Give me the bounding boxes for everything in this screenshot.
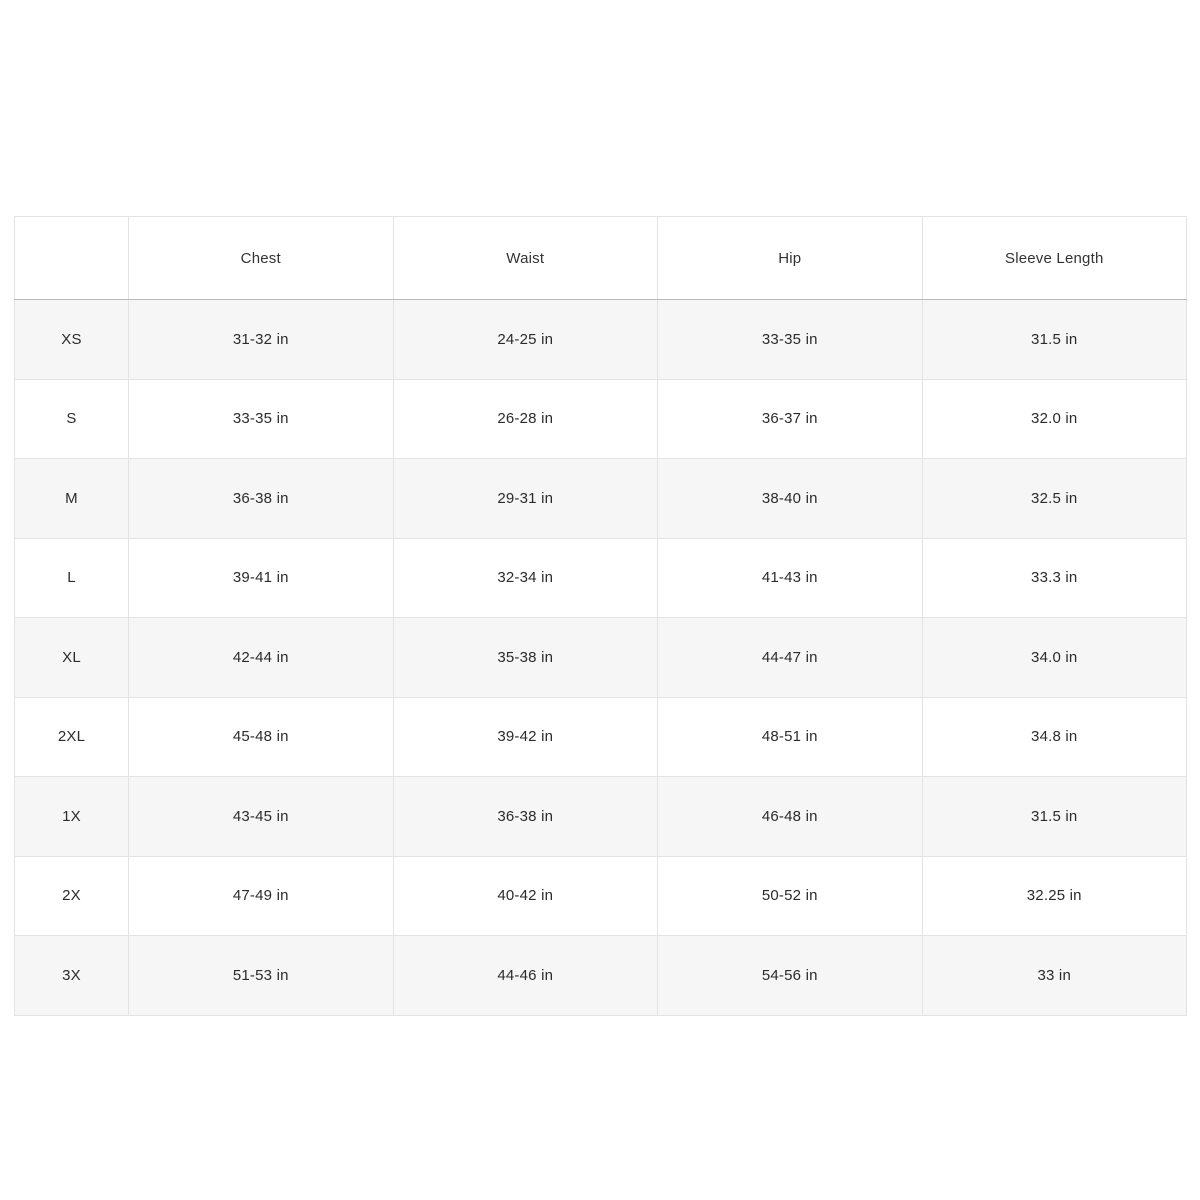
cell-sleeve-length: 32.0 in	[922, 379, 1187, 459]
table-header	[15, 217, 1187, 300]
row-size-label: 3X	[15, 936, 129, 1016]
column-header-hip: Hip	[658, 217, 923, 300]
cell-chest: 42-44 in	[129, 618, 394, 698]
cell-waist: 44-46 in	[393, 936, 658, 1016]
row-size-label: XL	[15, 618, 129, 698]
table-row	[15, 856, 1187, 936]
cell-sleeve-length: 32.25 in	[922, 856, 1187, 936]
cell-hip: 36-37 in	[658, 379, 923, 459]
cell-hip: 54-56 in	[658, 936, 923, 1016]
cell-sleeve-length: 33.3 in	[922, 538, 1187, 618]
row-size-label: 2X	[15, 856, 129, 936]
size-chart-container	[14, 216, 1186, 1016]
cell-hip: 50-52 in	[658, 856, 923, 936]
row-size-label: L	[15, 538, 129, 618]
cell-sleeve-length: 32.5 in	[922, 459, 1187, 539]
cell-waist: 40-42 in	[393, 856, 658, 936]
row-size-label: S	[15, 379, 129, 459]
table-row	[15, 459, 1187, 539]
cell-hip: 38-40 in	[658, 459, 923, 539]
cell-hip: 33-35 in	[658, 300, 923, 380]
cell-waist: 39-42 in	[393, 697, 658, 777]
cell-chest: 31-32 in	[129, 300, 394, 380]
row-size-label: 2XL	[15, 697, 129, 777]
table-row	[15, 697, 1187, 777]
table-row	[15, 379, 1187, 459]
cell-chest: 51-53 in	[129, 936, 394, 1016]
cell-waist: 26-28 in	[393, 379, 658, 459]
table-body	[15, 300, 1187, 1016]
cell-chest: 36-38 in	[129, 459, 394, 539]
cell-hip: 41-43 in	[658, 538, 923, 618]
column-header-sleeve-length: Sleeve Length	[922, 217, 1187, 300]
cell-sleeve-length: 34.8 in	[922, 697, 1187, 777]
cell-waist: 24-25 in	[393, 300, 658, 380]
cell-sleeve-length: 34.0 in	[922, 618, 1187, 698]
cell-hip: 44-47 in	[658, 618, 923, 698]
cell-hip: 46-48 in	[658, 777, 923, 857]
cell-chest: 43-45 in	[129, 777, 394, 857]
column-header-waist: Waist	[393, 217, 658, 300]
size-chart-table	[14, 216, 1187, 1016]
cell-chest: 33-35 in	[129, 379, 394, 459]
cell-sleeve-length: 31.5 in	[922, 300, 1187, 380]
row-size-label: XS	[15, 300, 129, 380]
cell-waist: 36-38 in	[393, 777, 658, 857]
table-row	[15, 618, 1187, 698]
table-row	[15, 936, 1187, 1016]
table-row	[15, 777, 1187, 857]
cell-sleeve-length: 31.5 in	[922, 777, 1187, 857]
table-row	[15, 300, 1187, 380]
cell-waist: 29-31 in	[393, 459, 658, 539]
table-row	[15, 538, 1187, 618]
cell-sleeve-length: 33 in	[922, 936, 1187, 1016]
header-corner-cell	[15, 217, 129, 300]
row-size-label: 1X	[15, 777, 129, 857]
cell-chest: 39-41 in	[129, 538, 394, 618]
cell-waist: 35-38 in	[393, 618, 658, 698]
cell-chest: 47-49 in	[129, 856, 394, 936]
cell-chest: 45-48 in	[129, 697, 394, 777]
cell-hip: 48-51 in	[658, 697, 923, 777]
cell-waist: 32-34 in	[393, 538, 658, 618]
header-row	[15, 217, 1187, 300]
column-header-chest: Chest	[129, 217, 394, 300]
row-size-label: M	[15, 459, 129, 539]
